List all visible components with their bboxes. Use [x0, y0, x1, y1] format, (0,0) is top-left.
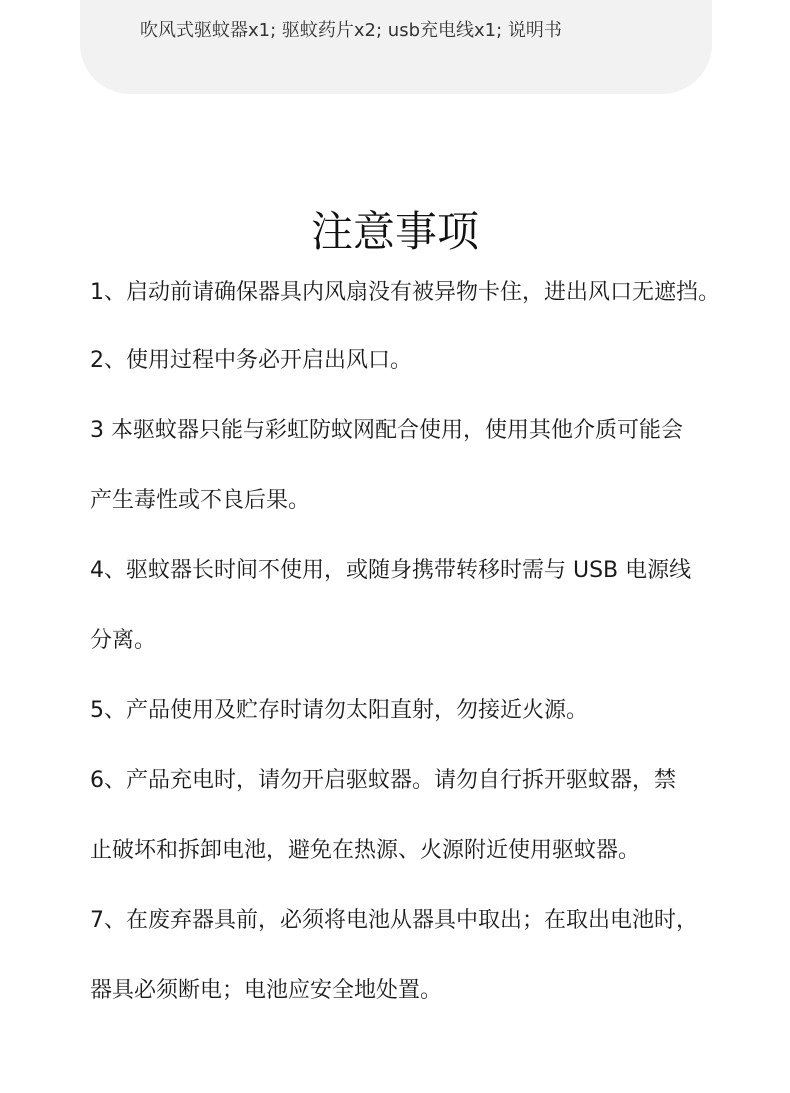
notice-line-4: 4、驱蚊器长时间不使用，或随身携带转移时需与 USB 电源线 — [90, 558, 692, 583]
package-contents-text: 吹风式驱蚊器x1; 驱蚊药片x2; usb充电线x1; 说明书 — [140, 20, 562, 41]
notice-line-5: 5、产品使用及贮存时请勿太阳直射，勿接近火源。 — [90, 698, 588, 723]
package-contents-card — [80, 0, 712, 94]
notice-line-7-cont: 器具必须断电；电池应安全地处置。 — [90, 978, 443, 1003]
notice-line-2: 2、使用过程中务必开启出风口。 — [90, 348, 412, 373]
notice-line-7: 7、在废弃器具前，必须将电池从器具中取出；在取出电池时， — [90, 908, 698, 933]
notice-line-3-cont: 产生毒性或不良后果。 — [90, 488, 311, 513]
notice-line-6-cont: 止破坏和拆卸电池，避免在热源、火源附近使用驱蚊器。 — [90, 838, 641, 863]
notice-line-1: 1、启动前请确保器具内风扇没有被异物卡住，进出风口无遮挡。 — [90, 280, 720, 305]
notice-line-3: 3 本驱蚊器只能与彩虹防蚊网配合使用，使用其他介质可能会 — [90, 418, 683, 443]
notice-title: 注意事项 — [310, 207, 479, 256]
notice-line-6: 6、产品充电时，请勿开启驱蚊器。请勿自行拆开驱蚊器，禁 — [90, 768, 676, 793]
notice-line-4-cont: 分离。 — [90, 628, 157, 653]
